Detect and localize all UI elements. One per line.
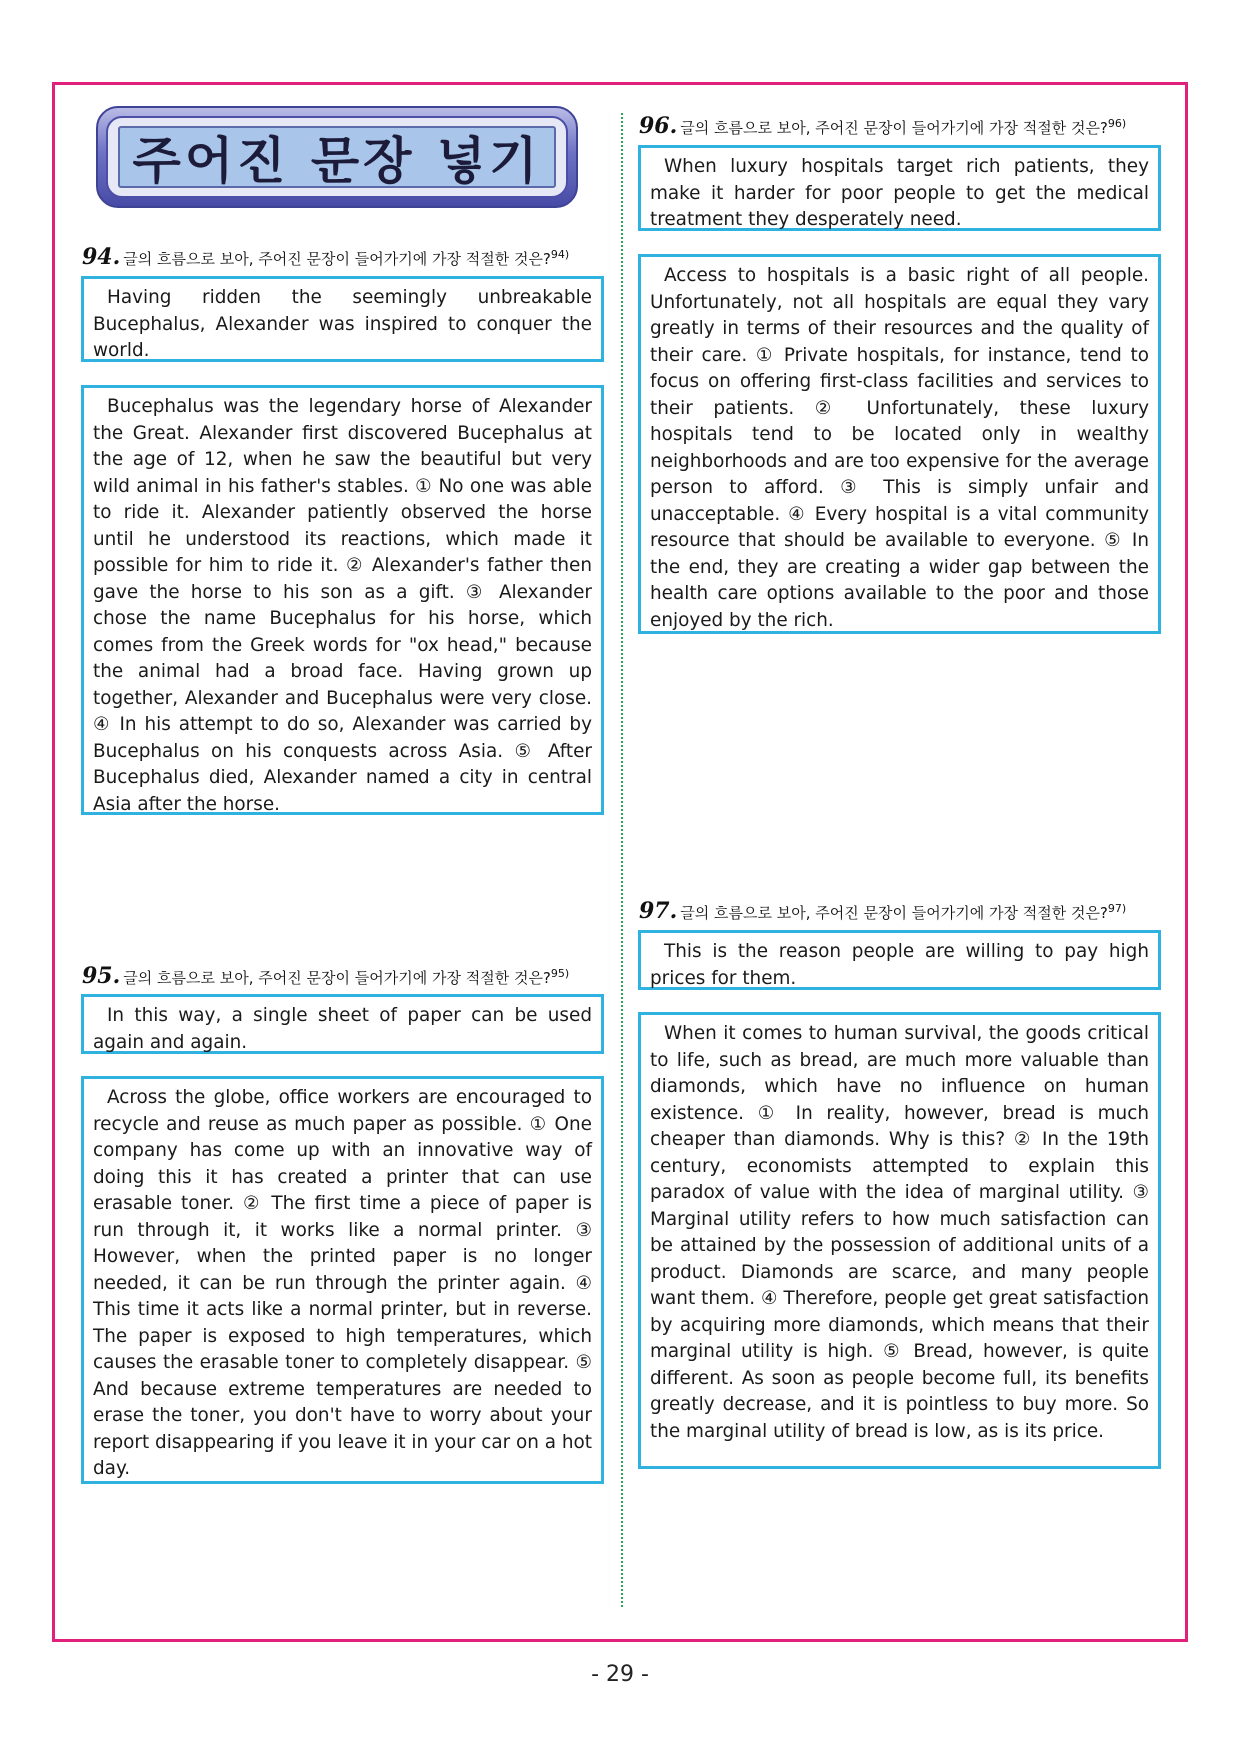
- question-94-given-sentence: Having ridden the seemingly unbreakable Bucephalus, Alexander was inspired to conquer the world.: [81, 276, 604, 362]
- question-number: 97.: [639, 898, 678, 924]
- question-number: 95.: [82, 963, 121, 989]
- column-divider: [621, 113, 623, 1607]
- section-title: 주어진 문장 넣기: [132, 132, 542, 190]
- question-97-passage: When it comes to human survival, the goods critical to life, such as bread, are much more valuable than diamonds, which have no influence on human existence. ① In reality, however, bread is much cheaper than diamonds. Why is this? ② In the 19th century, economists attempted to explain this paradox of value with the idea of marginal utility. ③ Marginal utility refers to how much satisfaction can be attained by the possession of additional units of a product. Diamonds are scarce, and many people want them. ④ Therefore, people get great satisfaction by acquiring more diamonds, which means that their marginal utility is high. ⑤ Bread, however, is quite different. As soon as people become full, its benefits greatly decrease, and it is pointless to buy more. So the marginal utility of bread is low, as is its price.: [638, 1012, 1161, 1469]
- footnote-marker: 95): [550, 967, 570, 980]
- question-96-given-sentence: When luxury hospitals target rich patients, they make it harder for poor people to get the medical treatment they desperately need.: [638, 145, 1161, 231]
- question-prompt: 글의 흐름으로 보아, 주어진 문장이 들어가기에 가장 적절한 것은?: [123, 250, 551, 268]
- question-prompt: 글의 흐름으로 보아, 주어진 문장이 들어가기에 가장 적절한 것은?: [123, 969, 551, 987]
- question-95-header: [82, 963, 569, 989]
- question-97-given-sentence: This is the reason people are willing to pay high prices for them.: [638, 930, 1161, 990]
- page-number: - 29 -: [591, 1662, 649, 1687]
- question-prompt: 글의 흐름으로 보아, 주어진 문장이 들어가기에 가장 적절한 것은?: [680, 904, 1108, 922]
- question-number: 94.: [82, 244, 121, 270]
- question-94-passage: Bucephalus was the legendary horse of Alexander the Great. Alexander first discovered Bucephalus at the age of 12, when he saw the beautiful but very wild animal in his father's stables. ① No one was able to ride it. Alexander patiently observed the horse until he understood its reactions, which made it possible for him to ride it. ② Alexander's father then gave the horse to his son as a gift. ③ Alexander chose the name Bucephalus for his horse, which comes from the Greek words for "ox head," because the animal had a broad face. Having grown up together, Alexander and Bucephalus were very close. ④ In his attempt to do so, Alexander was carried by Bucephalus on his conquests across Asia. ⑤ After Bucephalus died, Alexander named a city in central Asia after the horse.: [81, 385, 604, 815]
- question-97-header: [639, 898, 1126, 924]
- footnote-marker: 97): [1107, 902, 1127, 915]
- question-96-passage: Access to hospitals is a basic right of all people. Unfortunately, not all hospitals are equal they vary greatly in terms of their resources and the quality of their care. ① Private hospitals, for instance, tend to focus on offering first-class facilities and services to their patients. ② Unfortunately, these luxury hospitals tend to be located only in wealthy neighborhoods and are too expensive for the average person to afford. ③ This is simply unfair and unacceptable. ④ Every hospital is a vital community resource that should be available to everyone. ⑤ In the end, they are creating a wider gap between the health care options available to the poor and those enjoyed by the rich.: [638, 254, 1161, 634]
- question-95-given-sentence: In this way, a single sheet of paper can be used again and again.: [81, 994, 604, 1054]
- question-number: 96.: [639, 113, 678, 139]
- question-96-header: [639, 113, 1126, 139]
- footnote-marker: 96): [1107, 117, 1127, 130]
- section-title-banner: [96, 106, 578, 208]
- question-prompt: 글의 흐름으로 보아, 주어진 문장이 들어가기에 가장 적절한 것은?: [680, 119, 1108, 137]
- question-94-header: [82, 244, 569, 270]
- question-95-passage: Across the globe, office workers are encouraged to recycle and reuse as much paper as possible. ① One company has come up with an innovative way of doing this it has created a printer that can use erasable toner. ② The first time a piece of paper is run through it, it works like a normal printer. ③ However, when the printed paper is no longer needed, it can be run through the printer again. ④ This time it acts like a normal printer, but in reverse. The paper is exposed to high temperatures, which causes the erasable toner to completely disappear. ⑤ And because extreme temperatures are needed to erase the toner, you don't have to worry about your report disappearing if you leave it in your car on a hot day.: [81, 1076, 604, 1484]
- footnote-marker: 94): [550, 248, 570, 261]
